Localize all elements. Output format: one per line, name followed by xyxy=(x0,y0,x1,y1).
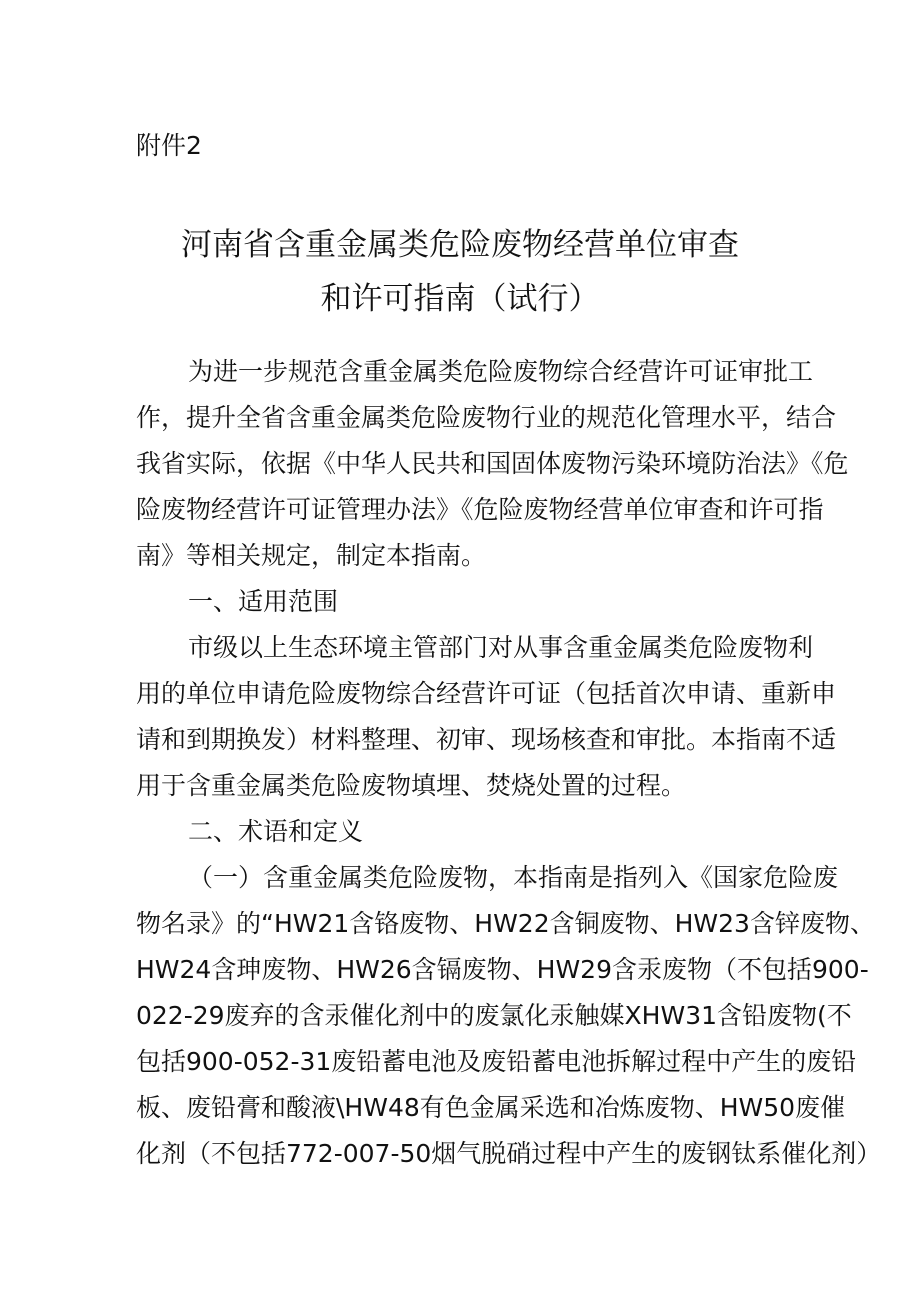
document-title-line-2: 和许可指南（试行） xyxy=(320,281,600,317)
attachment-label: 附件2 xyxy=(136,131,202,160)
paragraph-line: 板、废铅膏和酸液\HW48有色金属采选和冶炼废物、HW50废催 xyxy=(136,1093,846,1122)
paragraph-line: 我省实际，依据《中华人民共和国固体废物污染环境防治法》《危 xyxy=(136,449,849,478)
document-body xyxy=(136,349,882,1177)
paragraph-line: 为进一步规范含重金属类危险废物综合经营许可证审批工 xyxy=(188,357,814,386)
document-title-line-1: 河南省含重金属类危险废物经营单位审查 xyxy=(181,227,739,263)
paragraph-line: 022-29废弃的含汞催化剂中的废氯化汞触媒XHW31含铅废物(不 xyxy=(136,1001,852,1030)
paragraph-line: 化剂（不包括772-007-50烟气脱硝过程中产生的废钢钛系催化剂） xyxy=(136,1139,882,1168)
paragraph-line: 险废物经营许可证管理办法》《危险废物经营单位审查和许可指 xyxy=(136,495,824,524)
paragraph-line: 包括900-052-31废铅蓄电池及废铅蓄电池拆解过程中产生的废铅 xyxy=(136,1047,857,1076)
paragraph-line: 南》等相关规定，制定本指南。 xyxy=(136,541,487,570)
paragraph-line: 物名录》的“HW21含铬废物、HW22含铜废物、HW23含锌废物、 xyxy=(136,909,875,938)
section-heading-scope: 一、适用范围 xyxy=(188,587,339,616)
paragraph-line: （一）含重金属类危险废物，本指南是指列入《国家危险废 xyxy=(188,863,839,892)
paragraph-line: 用的单位申请危险废物综合经营许可证（包括首次申请、重新申 xyxy=(136,679,837,708)
paragraph-line: 市级以上生态环境主管部门对从事含重金属类危险废物利 xyxy=(188,633,814,662)
paragraph-line: 用于含重金属类危险废物填埋、焚烧处置的过程。 xyxy=(136,771,687,800)
paragraph-line: HW24含珅废物、HW26含镉废物、HW29含汞废物（不包括900- xyxy=(136,955,869,984)
paragraph-line: 作，提升全省含重金属类危险废物行业的规范化管理水平，结合 xyxy=(136,403,837,432)
section-heading-terms: 二、术语和定义 xyxy=(188,817,364,846)
paragraph-line: 请和到期换发）材料整理、初审、现场核查和审批。本指南不适 xyxy=(136,725,837,754)
